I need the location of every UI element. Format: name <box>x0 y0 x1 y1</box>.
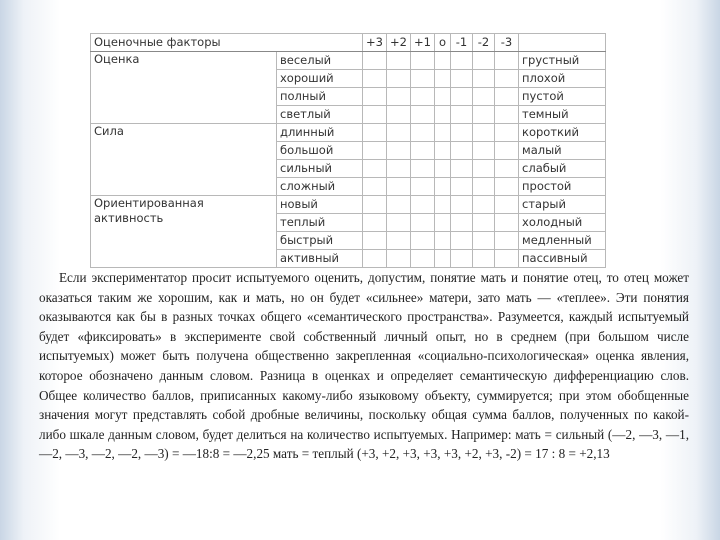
left-adjective: активный <box>277 250 363 268</box>
score-cell[interactable] <box>435 196 451 214</box>
score-cell[interactable] <box>473 178 495 196</box>
score-cell[interactable] <box>473 160 495 178</box>
score-cell[interactable] <box>363 214 387 232</box>
score-cell[interactable] <box>411 178 435 196</box>
score-cell[interactable] <box>495 106 519 124</box>
score-cell[interactable] <box>495 178 519 196</box>
score-cell[interactable] <box>495 52 519 70</box>
score-cell[interactable] <box>451 250 473 268</box>
score-cell[interactable] <box>363 196 387 214</box>
semantic-differential-table <box>90 33 606 268</box>
score-cell[interactable] <box>473 88 495 106</box>
right-adjective: темный <box>519 106 606 124</box>
score-cell[interactable] <box>363 160 387 178</box>
score-cell[interactable] <box>363 106 387 124</box>
score-cell[interactable] <box>495 160 519 178</box>
score-cell[interactable] <box>451 232 473 250</box>
score-cell[interactable] <box>411 232 435 250</box>
table-row <box>91 124 606 142</box>
score-cell[interactable] <box>435 178 451 196</box>
score-cell[interactable] <box>363 52 387 70</box>
score-cell[interactable] <box>387 70 411 88</box>
score-cell[interactable] <box>451 178 473 196</box>
score-cell[interactable] <box>495 124 519 142</box>
score-cell[interactable] <box>435 52 451 70</box>
score-cell[interactable] <box>495 232 519 250</box>
score-cell[interactable] <box>363 70 387 88</box>
left-adjective: сложный <box>277 178 363 196</box>
score-cell[interactable] <box>363 178 387 196</box>
score-cell[interactable] <box>387 250 411 268</box>
score-cell[interactable] <box>495 196 519 214</box>
score-cell[interactable] <box>387 160 411 178</box>
score-cell[interactable] <box>435 124 451 142</box>
right-adjective: пассивный <box>519 250 606 268</box>
header-score: -3 <box>495 34 519 52</box>
score-cell[interactable] <box>473 250 495 268</box>
left-adjective: большой <box>277 142 363 160</box>
score-cell[interactable] <box>473 124 495 142</box>
score-cell[interactable] <box>451 106 473 124</box>
score-cell[interactable] <box>495 70 519 88</box>
score-cell[interactable] <box>363 142 387 160</box>
score-cell[interactable] <box>387 124 411 142</box>
right-adjective: грустный <box>519 52 606 70</box>
header-score: -1 <box>451 34 473 52</box>
header-opposite <box>519 34 606 52</box>
score-cell[interactable] <box>473 232 495 250</box>
score-cell[interactable] <box>495 142 519 160</box>
score-cell[interactable] <box>411 106 435 124</box>
body-text <box>39 268 689 464</box>
right-adjective: пустой <box>519 88 606 106</box>
right-adjective: простой <box>519 178 606 196</box>
score-cell[interactable] <box>451 142 473 160</box>
left-adjective: светлый <box>277 106 363 124</box>
score-cell[interactable] <box>435 214 451 232</box>
left-adjective: новый <box>277 196 363 214</box>
factor-cell: Сила <box>91 124 277 196</box>
score-cell[interactable] <box>451 160 473 178</box>
factor-cell: Оценка <box>91 52 277 124</box>
score-cell[interactable] <box>435 106 451 124</box>
score-cell[interactable] <box>387 142 411 160</box>
score-cell[interactable] <box>473 214 495 232</box>
right-adjective: плохой <box>519 70 606 88</box>
score-cell[interactable] <box>387 178 411 196</box>
score-cell[interactable] <box>411 142 435 160</box>
left-adjective: хороший <box>277 70 363 88</box>
score-cell[interactable] <box>435 88 451 106</box>
right-adjective: медленный <box>519 232 606 250</box>
score-cell[interactable] <box>411 196 435 214</box>
score-cell[interactable] <box>387 214 411 232</box>
factor-cell: Ориентированная активность <box>91 196 277 268</box>
score-cell[interactable] <box>435 250 451 268</box>
right-adjective: холодный <box>519 214 606 232</box>
score-cell[interactable] <box>411 124 435 142</box>
score-cell[interactable] <box>411 88 435 106</box>
score-cell[interactable] <box>411 160 435 178</box>
left-adjective: сильный <box>277 160 363 178</box>
score-cell[interactable] <box>387 88 411 106</box>
header-score: +2 <box>387 34 411 52</box>
score-cell[interactable] <box>411 52 435 70</box>
table-row <box>91 196 606 214</box>
score-cell[interactable] <box>435 160 451 178</box>
score-cell[interactable] <box>435 142 451 160</box>
score-cell[interactable] <box>435 70 451 88</box>
right-adjective: малый <box>519 142 606 160</box>
score-cell[interactable] <box>473 106 495 124</box>
right-adjective: слабый <box>519 160 606 178</box>
score-cell[interactable] <box>363 250 387 268</box>
table-row <box>91 52 606 70</box>
score-cell[interactable] <box>495 88 519 106</box>
left-adjective: длинный <box>277 124 363 142</box>
score-cell[interactable] <box>473 196 495 214</box>
score-cell[interactable] <box>451 70 473 88</box>
score-cell[interactable] <box>387 196 411 214</box>
score-cell[interactable] <box>451 88 473 106</box>
header-factors: Оценочные факторы <box>91 34 363 52</box>
score-cell[interactable] <box>451 214 473 232</box>
score-cell[interactable] <box>363 232 387 250</box>
score-cell[interactable] <box>411 214 435 232</box>
score-cell[interactable] <box>451 124 473 142</box>
score-cell[interactable] <box>411 70 435 88</box>
score-cell[interactable] <box>473 142 495 160</box>
score-cell[interactable] <box>387 106 411 124</box>
score-cell[interactable] <box>473 52 495 70</box>
score-cell[interactable] <box>495 250 519 268</box>
score-cell[interactable] <box>387 52 411 70</box>
score-cell[interactable] <box>435 232 451 250</box>
right-adjective: короткий <box>519 124 606 142</box>
score-cell[interactable] <box>363 88 387 106</box>
score-cell[interactable] <box>473 70 495 88</box>
header-score: -2 <box>473 34 495 52</box>
score-cell[interactable] <box>451 52 473 70</box>
score-cell[interactable] <box>451 196 473 214</box>
left-adjective: быстрый <box>277 232 363 250</box>
header-score: +1 <box>411 34 435 52</box>
score-cell[interactable] <box>363 124 387 142</box>
paragraph: Если экспериментатор просит испытуемого оценить, допустим, понятие мать и понятие отец, то отец может оказаться таким же хорошим, как и мать, но он будет «сильнее» матери, зато мать — «теплее». Эти понятия оказываются как бы в разных точках общего «семантического пространства». Разумеется, каждый испытуемый будет «фиксировать» в эксперименте свой собственный личный опыт, но в среднем (при большом числе испытуемых) может быть получена общественно закрепленная «социально-психологическая» оценка явления, которое обозначено данным словом. Разница в оценках и определяет семантическую дифференциацию слов. Общее количество баллов, приписанных какому-либо языковому объекту, суммируется; при этом обобщенные значения могут представлять собой дробные величины, поскольку общая сумма баллов, полученных по какой-либо шкале данным словом, будет делиться на количество испытуемых. Например: мать = сильный (—2, —3, —1, —2, —3, —2, —2, —3) = —18:8 = —2,25 мать = теплый (+3, +2, +3, +3, +3, +2, +3, -2) = 17 : 8 = +2,13 <box>39 270 689 462</box>
header-score: +3 <box>363 34 387 52</box>
header-score: o <box>435 34 451 52</box>
left-adjective: полный <box>277 88 363 106</box>
score-cell[interactable] <box>411 250 435 268</box>
table-header-row <box>91 34 606 52</box>
left-adjective: теплый <box>277 214 363 232</box>
score-cell[interactable] <box>387 232 411 250</box>
score-cell[interactable] <box>495 214 519 232</box>
left-adjective: веселый <box>277 52 363 70</box>
semantic-differential-table-container <box>90 33 606 268</box>
right-adjective: старый <box>519 196 606 214</box>
table-body <box>91 52 606 268</box>
